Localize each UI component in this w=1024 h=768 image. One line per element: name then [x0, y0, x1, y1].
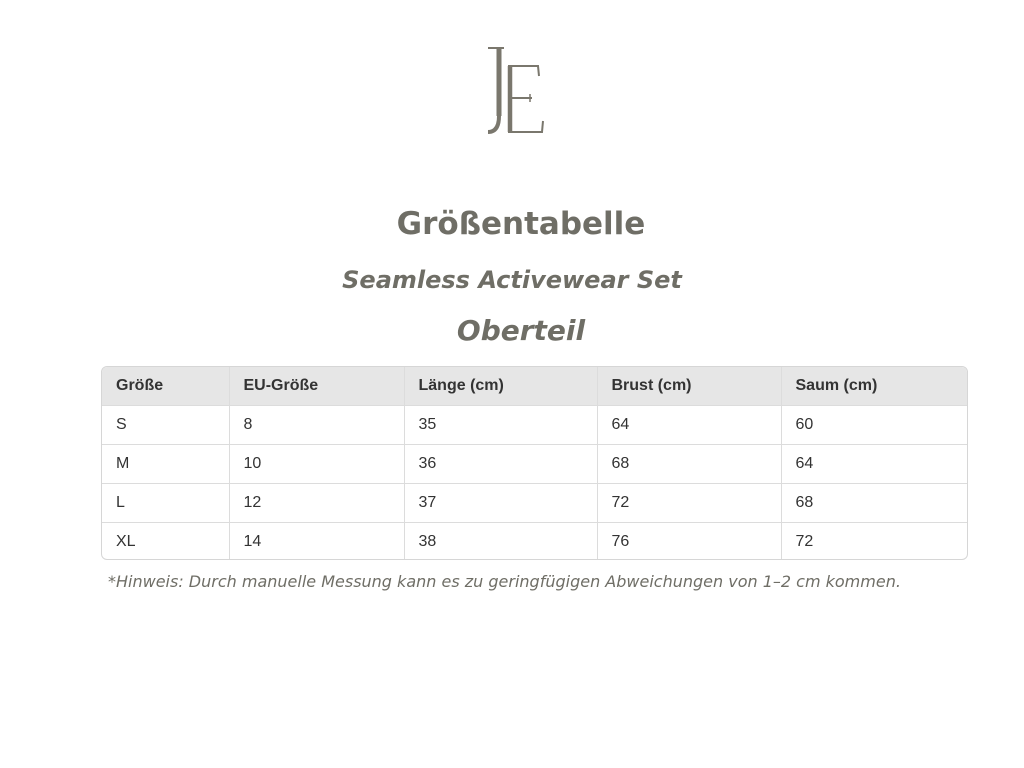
- page-subtitle: Seamless Activewear Set: [342, 266, 682, 294]
- je-monogram-logo: [472, 42, 572, 142]
- table-cell: 72: [795, 532, 814, 550]
- table-cell: 36: [404, 444, 597, 483]
- table-cell: 12: [229, 483, 404, 522]
- table-cell: XL: [102, 522, 229, 560]
- table-cell: 8: [229, 405, 404, 444]
- size-chart-table: [101, 366, 968, 560]
- table-cell: 64: [781, 444, 968, 483]
- table-cell: 38: [404, 522, 597, 560]
- table-cell: L: [102, 483, 229, 522]
- column-header-size: Größe: [102, 367, 229, 405]
- measurement-note: *Hinweis: Durch manuelle Messung kann es zu geringfügigen Abweichungen von 1–2 cm kommen.: [108, 572, 901, 591]
- table-cell: 37: [404, 483, 597, 522]
- table-cell: M: [102, 444, 229, 483]
- column-header-hem: Saum (cm): [781, 367, 968, 405]
- table-row: [102, 444, 968, 483]
- table-cell: 68: [781, 483, 968, 522]
- table-cell: 35: [404, 405, 597, 444]
- table-cell: 14: [229, 522, 404, 560]
- table-cell: 72: [597, 483, 781, 522]
- column-header-chest: Brust (cm): [597, 367, 781, 405]
- table-row: [102, 483, 968, 522]
- section-title: Oberteil: [456, 314, 586, 347]
- table-cell: 64: [597, 405, 781, 444]
- column-header-eu-size: EU-Größe: [229, 367, 404, 405]
- table-row: [102, 522, 968, 560]
- table-cell: 76: [597, 522, 781, 560]
- column-header-length: Länge (cm): [404, 367, 597, 405]
- page-title: Größentabelle: [396, 206, 646, 242]
- table-cell: 10: [229, 444, 404, 483]
- table-row: [102, 405, 968, 444]
- table-header-row: [102, 367, 968, 405]
- table-cell: 60: [781, 405, 968, 444]
- table-cell: 68: [597, 444, 781, 483]
- table-cell: S: [102, 405, 229, 444]
